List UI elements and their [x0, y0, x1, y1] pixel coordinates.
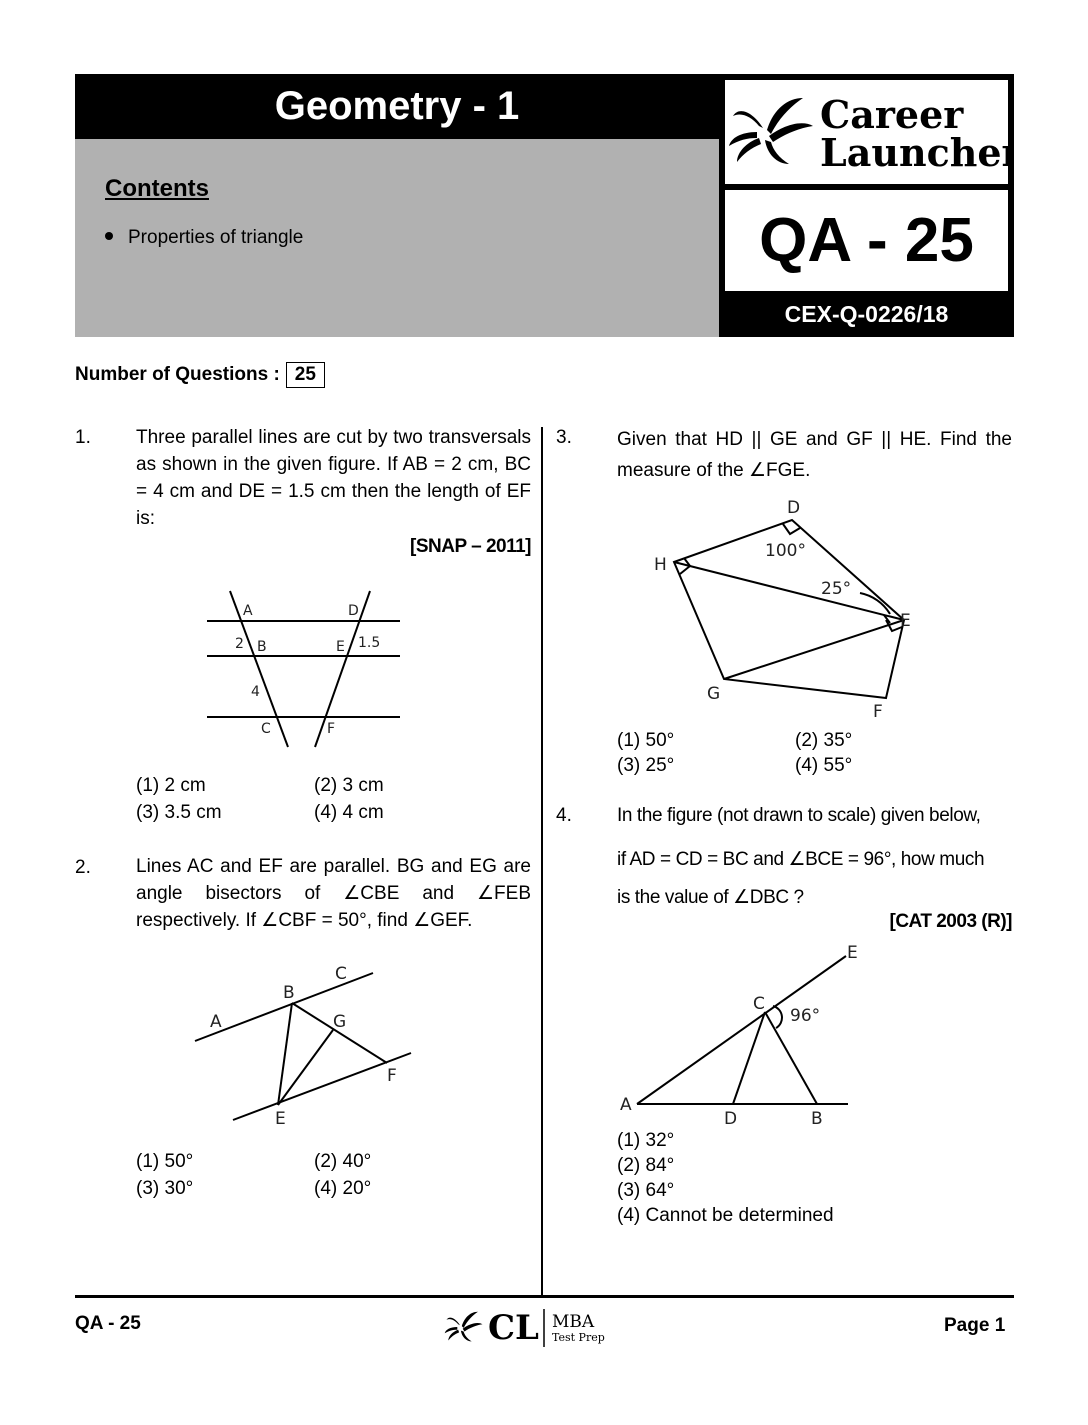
footer-rule [75, 1295, 1014, 1298]
question-2-number: 2. [75, 857, 91, 878]
q1-label-de: 1.5 [358, 635, 381, 651]
question-1-number: 1. [75, 427, 91, 448]
q2-label-g: G [333, 1012, 347, 1032]
q4-option-3: (3) 64° [617, 1180, 675, 1201]
q3-option-1: (1) 50° [617, 730, 675, 751]
q2-label-e: E [275, 1109, 286, 1129]
question-4-text-line1: In the figure (not drawn to scale) given below, [617, 805, 981, 826]
question-1-source: [SNAP – 2011] [410, 536, 531, 557]
q4-label-a: A [620, 1095, 632, 1115]
q2-label-b: B [283, 983, 295, 1003]
q1-label-f: F [327, 721, 336, 737]
q1-label-c: C [261, 721, 271, 737]
q1-option-3: (3) 3.5 cm [136, 802, 222, 823]
number-of-questions [75, 362, 325, 388]
q1-label-d: D [348, 603, 359, 619]
q1-option-4: (4) 4 cm [314, 802, 384, 823]
q2-option-2: (2) 40° [314, 1151, 372, 1172]
q2-label-f: F [387, 1066, 397, 1086]
question-3-figure [640, 492, 930, 727]
page-title: Geometry - 1 [75, 74, 719, 139]
q4-label-d: D [724, 1109, 738, 1129]
contents-item-label: Properties of triangle [128, 227, 304, 248]
q3-label-d: D [787, 498, 801, 518]
swirl-logo-icon [445, 1312, 483, 1342]
footer-logo-mba: MBA [552, 1312, 595, 1332]
question-4-source: [CAT 2003 (R)] [889, 911, 1012, 932]
contents-item [105, 227, 303, 249]
footer-logo-cl: CL [488, 1308, 539, 1348]
bullet-icon [105, 232, 113, 240]
footer-page-number: Page 1 [944, 1315, 1006, 1336]
question-4-text-line2: if AD = CD = BC and ∠BCE = 96°, how much [617, 849, 985, 870]
brand-line1: Career [820, 92, 964, 137]
q4-option-2: (2) 84° [617, 1155, 675, 1176]
q1-label-ab: 2 [235, 636, 244, 652]
q3-label-e: E [900, 611, 911, 631]
contents-heading: Contents [105, 175, 209, 202]
q3-label-angle1: 100° [765, 541, 806, 561]
question-4-text-line3: is the value of ∠DBC ? [617, 887, 804, 908]
q3-option-3: (3) 25° [617, 755, 675, 776]
q3-label-angle2: 25° [821, 579, 852, 599]
q4-option-1: (1) 32° [617, 1130, 675, 1151]
footer-module-code: QA - 25 [75, 1313, 141, 1334]
q4-label-e: E [847, 943, 858, 963]
q2-option-4: (4) 20° [314, 1178, 372, 1199]
q2-label-a: A [210, 1012, 222, 1032]
q3-label-h: H [654, 555, 667, 575]
num-questions-label: Number of Questions : [75, 364, 280, 385]
num-questions-value: 25 [286, 362, 325, 388]
question-2-text: Lines AC and EF are parallel. BG and EG are angle bisectors of ∠CBE and ∠FEB respectively. If ∠CBF = 50°, find ∠GEF. [136, 856, 531, 931]
question-4-figure [610, 940, 870, 1130]
footer-logo-sub: Test Prep [552, 1331, 605, 1344]
question-3-number: 3. [556, 427, 572, 448]
q1-label-a: A [243, 603, 253, 619]
q3-label-f: F [873, 702, 883, 722]
q3-label-g: G [707, 684, 721, 704]
q1-label-b: B [257, 639, 267, 655]
q1-option-1: (1) 2 cm [136, 775, 206, 796]
q2-option-1: (1) 50° [136, 1151, 194, 1172]
column-divider [541, 427, 543, 1295]
q4-label-b: B [811, 1109, 823, 1129]
career-launcher-logo [725, 80, 1008, 184]
footer-cl-logo [440, 1305, 615, 1350]
q1-label-e: E [336, 639, 345, 655]
q2-option-3: (3) 30° [136, 1178, 194, 1199]
module-code: QA - 25 [725, 190, 1008, 291]
q4-label-c: C [753, 994, 765, 1014]
question-2-figure [185, 955, 425, 1135]
question-1-text: Three parallel lines are cut by two transversals as shown in the given figure. If AB = 2 cm, BC = 4 cm and DE = 1.5 cm then the length of EF is: [136, 427, 531, 529]
q2-label-c: C [335, 964, 347, 984]
question-1-figure [200, 585, 410, 755]
question-4-number: 4. [556, 805, 572, 826]
q4-label-angle: 96° [790, 1006, 821, 1026]
cex-code: CEX-Q-0226/18 [784, 301, 949, 327]
q3-option-4: (4) 55° [795, 755, 853, 776]
q1-option-2: (2) 3 cm [314, 775, 384, 796]
q3-option-2: (2) 35° [795, 730, 853, 751]
q4-option-4: (4) Cannot be determined [617, 1205, 834, 1226]
brand-line2: Launcher [820, 130, 1008, 175]
question-3-text: Given that HD || GE and GF || HE. Find the measure of the ∠FGE. [617, 429, 1012, 481]
swirl-logo-icon [725, 80, 1008, 184]
q1-label-bc: 4 [251, 684, 260, 700]
